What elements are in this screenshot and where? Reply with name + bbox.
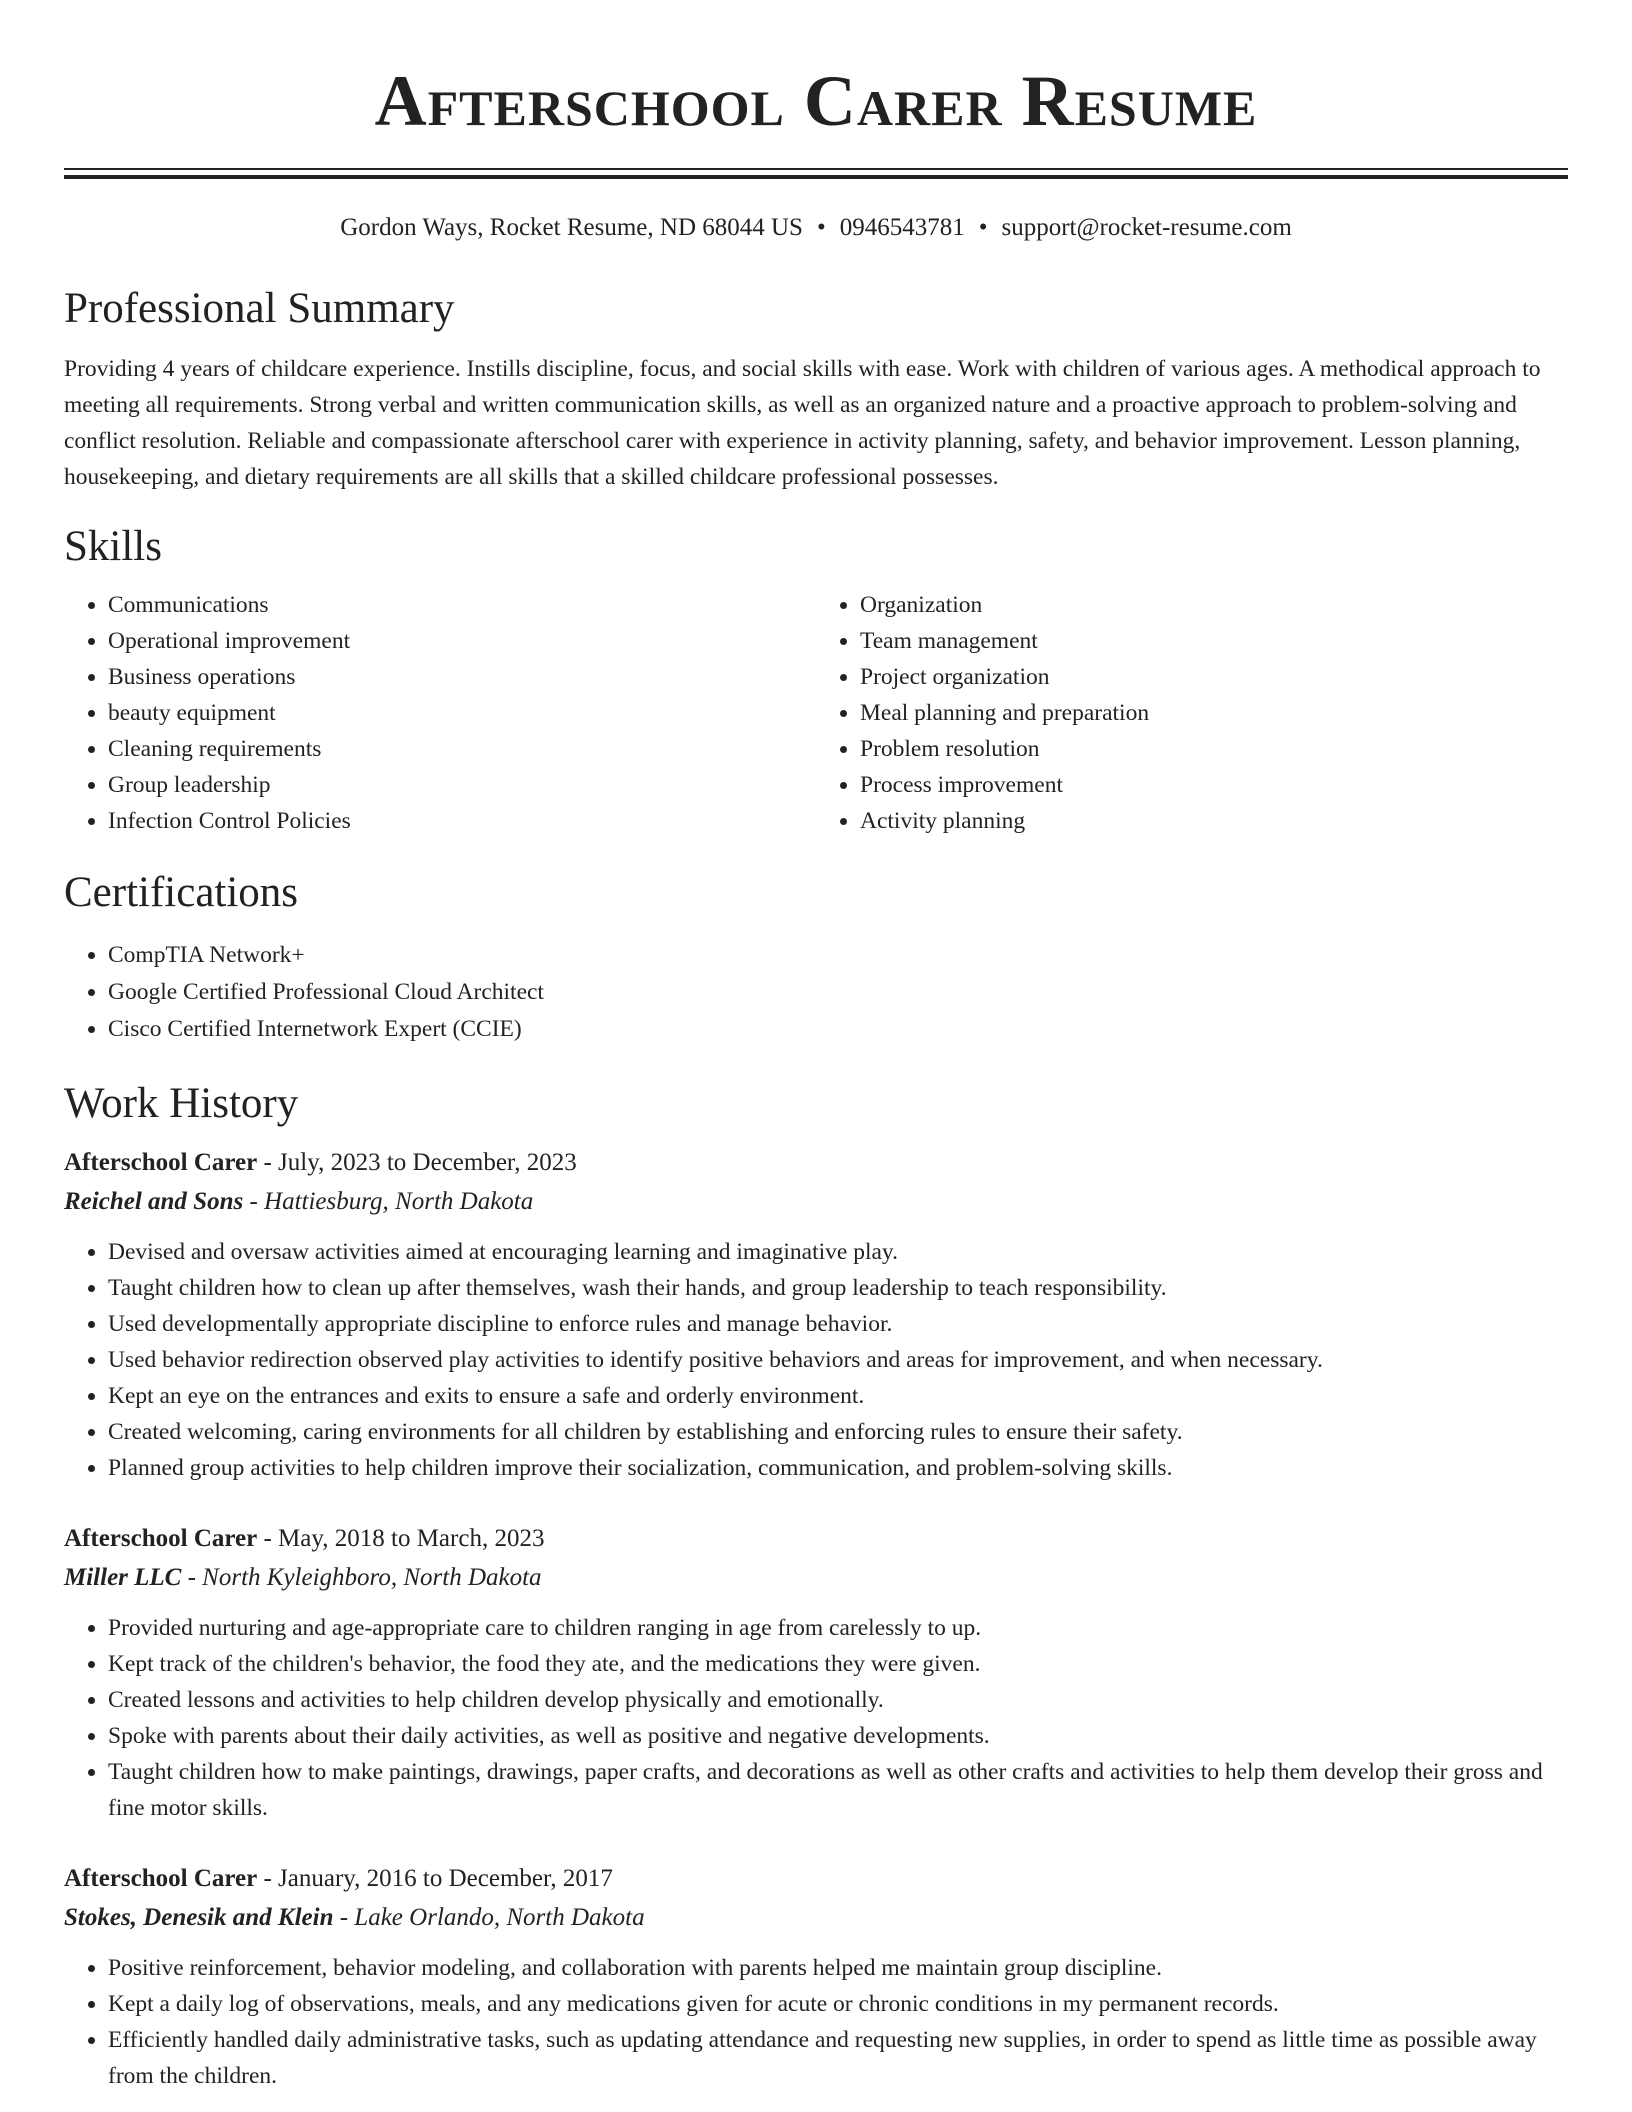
job-title-line — [64, 1520, 1568, 1558]
job-entry — [64, 1144, 1568, 1486]
skill-item: • Process improvement — [860, 767, 1568, 803]
job-duties-list — [64, 1610, 1568, 1826]
job-dates: - July, 2023 to December, 2023 — [257, 1149, 577, 1176]
skills-heading: Skills — [64, 523, 162, 570]
job-entry — [64, 1860, 1568, 2094]
job-duty: • Created lessons and activities to help children develop physically and emotionally. — [108, 1682, 1568, 1718]
certification-item: • Cisco Certified Internetwork Expert (CCIE) — [108, 1011, 1568, 1048]
job-title: Afterschool Carer — [64, 1525, 258, 1552]
summary-heading: Professional Summary — [64, 285, 455, 332]
skill-item: • Meal planning and preparation — [860, 695, 1568, 731]
job-duty: • Used behavior redirection observed play activities to identify positive behaviors and areas for improvement, and when necessary. — [108, 1342, 1568, 1378]
skill-item: • Organization — [860, 587, 1568, 623]
certifications-list — [64, 937, 1568, 1048]
skills-list-right — [816, 587, 1568, 839]
job-location: - Hattiesburg, North Dakota — [243, 1188, 534, 1215]
page-title: Afterschool Carer Resume — [374, 61, 1258, 141]
contact-phone: 0946543781 — [839, 214, 965, 241]
job-title: Afterschool Carer — [64, 1149, 258, 1176]
job-duty: • Provided nurturing and age-appropriate care to children ranging in age from carelessly to up. — [108, 1610, 1568, 1646]
job-duties-list — [64, 1234, 1568, 1486]
title-divider-bottom — [64, 175, 1568, 179]
job-entry — [64, 1520, 1568, 1826]
job-company: Miller LLC — [64, 1564, 182, 1591]
summary-text: Providing 4 years of childcare experience. Instills discipline, focus, and social skills with ease. Work with children of various ages. A methodical approach to meeting all requirements. Strong verbal and written communication skills, as well as an organized nature and a proactive approach to problem-solving and conflict resolution. Reliable and compassionate afterschool carer with experience in activity planning, safety, and behavior improvement. Lesson planning, housekeeping, and dietary requirements are all skills that a skilled childcare professional possesses. — [64, 356, 1541, 490]
job-dates: - January, 2016 to December, 2017 — [257, 1865, 613, 1892]
job-location: - North Kyleighboro, North Dakota — [181, 1564, 542, 1591]
skill-item: • Group leadership — [108, 767, 816, 803]
job-duty: • Planned group activities to help children improve their socialization, communication, and problem-solving skills. — [108, 1450, 1568, 1486]
job-dates: - May, 2018 to March, 2023 — [257, 1525, 545, 1552]
skill-item: • Activity planning — [860, 803, 1568, 839]
job-location: - Lake Orlando, North Dakota — [333, 1904, 645, 1931]
title-divider-top — [64, 168, 1568, 170]
contact-separator: • — [816, 214, 826, 241]
contact-email: support@rocket-resume.com — [1001, 214, 1292, 241]
job-duty: • Devised and oversaw activities aimed at encouraging learning and imaginative play. — [108, 1234, 1568, 1270]
certification-item: • Google Certified Professional Cloud Architect — [108, 974, 1568, 1011]
work-history-heading: Work History — [64, 1080, 299, 1127]
job-duty: • Kept track of the children's behavior, the food they ate, and the medications they were given. — [108, 1646, 1568, 1682]
job-title-line — [64, 1860, 1568, 1898]
skills-columns — [64, 587, 1568, 839]
job-duty: • Created welcoming, caring environments for all children by establishing and enforcing rules to ensure their safety. — [108, 1414, 1568, 1450]
job-duty: • Kept an eye on the entrances and exits to ensure a safe and orderly environment. — [108, 1378, 1568, 1414]
certification-item: • CompTIA Network+ — [108, 937, 1568, 974]
certifications-heading: Certifications — [64, 869, 299, 916]
skill-item: • Cleaning requirements — [108, 731, 816, 767]
job-company: Reichel and Sons — [64, 1188, 244, 1215]
job-duty: • Positive reinforcement, behavior modeling, and collaboration with parents helped me maintain group discipline. — [108, 1950, 1568, 1986]
skill-item: • Team management — [860, 623, 1568, 659]
skill-item: • Operational improvement — [108, 623, 816, 659]
job-company-line — [64, 1898, 1568, 1938]
skill-item: • Business operations — [108, 659, 816, 695]
skills-list-left — [64, 587, 816, 839]
job-duties-list — [64, 1950, 1568, 2094]
resume-page — [64, 0, 1568, 2094]
job-company: Stokes, Denesik and Klein — [64, 1904, 334, 1931]
job-title: Afterschool Carer — [64, 1865, 258, 1892]
job-company-line — [64, 1558, 1568, 1598]
contact-address: Gordon Ways, Rocket Resume, ND 68044 US — [340, 214, 803, 241]
job-company-line — [64, 1182, 1568, 1222]
job-title-line — [64, 1144, 1568, 1182]
contact-line — [64, 213, 1568, 243]
skill-item: • beauty equipment — [108, 695, 816, 731]
job-duty: • Used developmentally appropriate discipline to enforce rules and manage behavior. — [108, 1306, 1568, 1342]
job-duty: • Efficiently handled daily administrative tasks, such as updating attendance and requesting new supplies, in order to spend as little time as possible away from the children. — [108, 2022, 1568, 2094]
job-duty: • Taught children how to make paintings, drawings, paper crafts, and decorations as well as other crafts and activities to help them develop their gross and fine motor skills. — [108, 1754, 1568, 1826]
skill-item: • Infection Control Policies — [108, 803, 816, 839]
contact-separator: • — [978, 214, 988, 241]
skill-item: • Problem resolution — [860, 731, 1568, 767]
job-duty: • Kept a daily log of observations, meals, and any medications given for acute or chronic conditions in my permanent records. — [108, 1986, 1568, 2022]
skill-item: • Communications — [108, 587, 816, 623]
job-duty: • Taught children how to clean up after themselves, wash their hands, and group leadership to teach responsibility. — [108, 1270, 1568, 1306]
job-duty: • Spoke with parents about their daily activities, as well as positive and negative developments. — [108, 1718, 1568, 1754]
skill-item: • Project organization — [860, 659, 1568, 695]
